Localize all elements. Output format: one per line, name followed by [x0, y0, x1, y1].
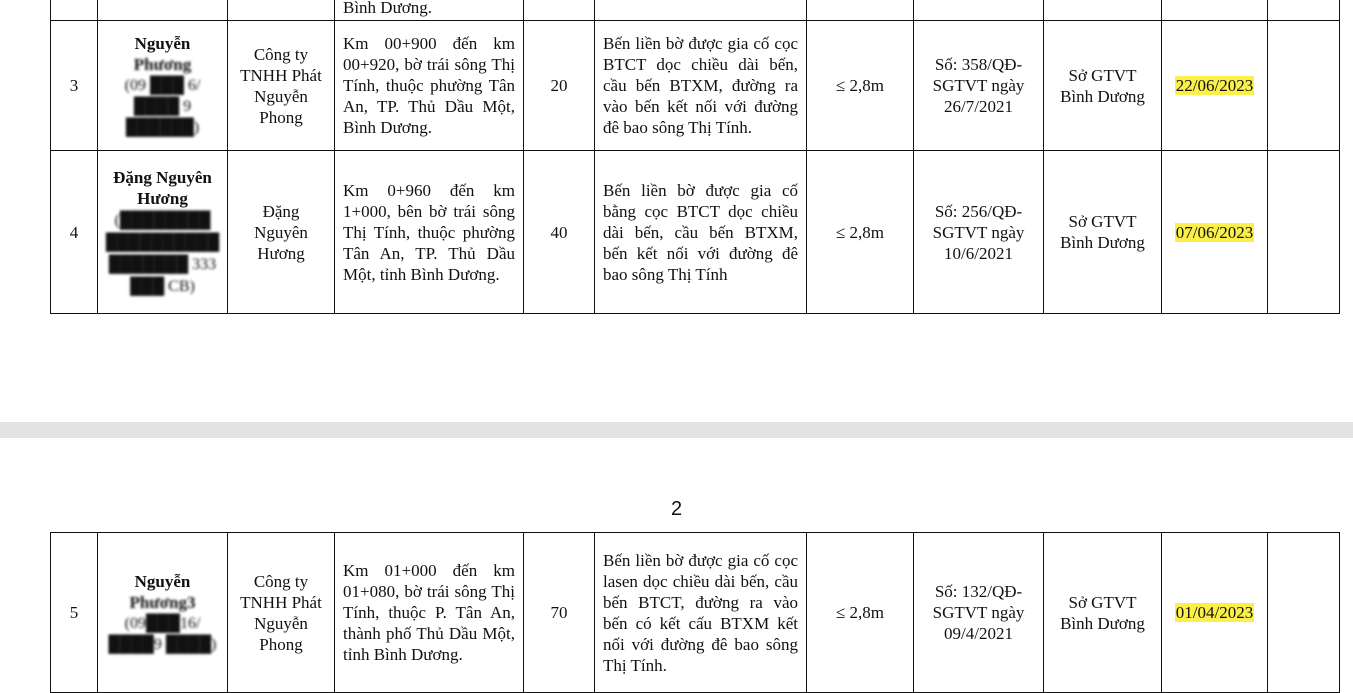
org-cell: Công ty TNHH Phát Nguyễn Phong — [228, 533, 335, 693]
agency-cell: Sở GTVT Bình Dương — [1044, 151, 1162, 314]
height-cell: ≤ 2,8m — [807, 21, 914, 151]
length-cell: 40 — [524, 151, 595, 314]
agency-cell — [1044, 0, 1162, 21]
note-cell — [1268, 151, 1340, 314]
page-bottom — [0, 438, 1353, 693]
owner-name-redacted: Phương — [133, 55, 192, 74]
agency-cell: Sở GTVT Bình Dương — [1044, 533, 1162, 693]
owner-contact-redacted: ███ CB) — [130, 278, 195, 295]
stt-cell: 3 — [51, 21, 98, 151]
records-table-bottom — [50, 532, 1340, 693]
decision-cell: Số: 358/QĐ-SGTVT ngày 26/7/2021 — [914, 21, 1044, 151]
description-cell — [595, 0, 807, 21]
org-cell — [228, 0, 335, 21]
date-highlight: 22/06/2023 — [1175, 76, 1254, 95]
date-cell — [1162, 21, 1268, 151]
table-row — [51, 533, 1340, 693]
owner-contact-redacted: (████████ — [114, 212, 211, 229]
date-cell — [1162, 151, 1268, 314]
decision-cell: Số: 256/QĐ-SGTVT ngày 10/6/2021 — [914, 151, 1044, 314]
length-cell: 70 — [524, 533, 595, 693]
stt-cell: 4 — [51, 151, 98, 314]
owner-cell — [98, 151, 228, 314]
height-cell: ≤ 2,8m — [807, 151, 914, 314]
owner-cell — [98, 533, 228, 693]
owner-name: Nguyễn — [134, 34, 191, 53]
org-cell: Công ty TNHH Phát Nguyễn Phong — [228, 21, 335, 151]
date-cell — [1162, 533, 1268, 693]
table-row — [51, 151, 1340, 314]
page-gap — [0, 422, 1353, 438]
decision-cell: Số: 132/QĐ-SGTVT ngày 09/4/2021 — [914, 533, 1044, 693]
height-cell — [807, 0, 914, 21]
owner-contact-redacted: (09 ███ 6/ ████ 9 ██████) — [124, 77, 201, 136]
note-cell — [1268, 21, 1340, 151]
description-cell: Bến liền bờ được gia cố cọc BTCT dọc chiều dài bến, cầu bến BTXM, đường ra vào bến kết nối với đường đê bao sông Thị Tính. — [595, 21, 807, 151]
records-table-top — [50, 0, 1340, 314]
location-cell: Km 0+960 đến km 1+000, bên bờ trái sông Thị Tính, thuộc phường Tân An, TP. Thủ Dầu Một, tỉnh Bình Dương. — [335, 151, 524, 314]
date-highlight: 01/04/2023 — [1175, 603, 1254, 622]
date-highlight: 07/06/2023 — [1175, 222, 1254, 242]
decision-cell — [914, 0, 1044, 21]
note-cell — [1268, 533, 1340, 693]
length-cell — [524, 0, 595, 21]
height-cell: ≤ 2,8m — [807, 533, 914, 693]
owner-cell — [98, 0, 228, 21]
table-row — [51, 0, 1340, 21]
description-cell: Bến liền bờ được gia cố cọc lasen dọc chiều dài bến, cầu bến BTCT, đường ra vào bến có kết cấu BTXM kết nối với đường đê bao sông Thị Tính. — [595, 533, 807, 693]
owner-name: Nguyễn — [134, 571, 191, 591]
stt-cell: 5 — [51, 533, 98, 693]
page-number: 2 — [670, 498, 683, 520]
owner-cell — [98, 21, 228, 151]
owner-contact-redacted: ███████ 333 — [108, 256, 217, 273]
description-cell: Bến liền bờ được gia cố bằng cọc BTCT dọc chiều dài bến, cầu bến BTXM, bến kết nối với đường đê bao sông Thị Tính — [595, 151, 807, 314]
org-cell: Đặng Nguyên Hương — [228, 151, 335, 314]
note-cell — [1268, 0, 1340, 21]
owner-name-redacted: Phương3 — [129, 592, 196, 612]
length-cell: 20 — [524, 21, 595, 151]
location-cell: Km 01+000 đến km 01+080, bờ trái sông Thị Tính, thuộc P. Tân An, thành phố Thủ Dầu Một, tỉnh Bình Dương. — [335, 533, 524, 693]
agency-cell: Sở GTVT Bình Dương — [1044, 21, 1162, 151]
owner-contact-redacted: (09███16/ ████9 ████) — [108, 614, 217, 653]
owner-name: Đặng Nguyên Hương — [113, 168, 212, 208]
date-cell — [1162, 0, 1268, 21]
location-cell: Bình Dương. — [335, 0, 524, 21]
owner-contact-redacted: ██████████ — [105, 234, 220, 251]
location-cell: Km 00+900 đến km 00+920, bờ trái sông Thị Tính, thuộc phường Tân An, TP. Thủ Dầu Một, Bình Dương. — [335, 21, 524, 151]
table-row — [51, 21, 1340, 151]
stt-cell — [51, 0, 98, 21]
